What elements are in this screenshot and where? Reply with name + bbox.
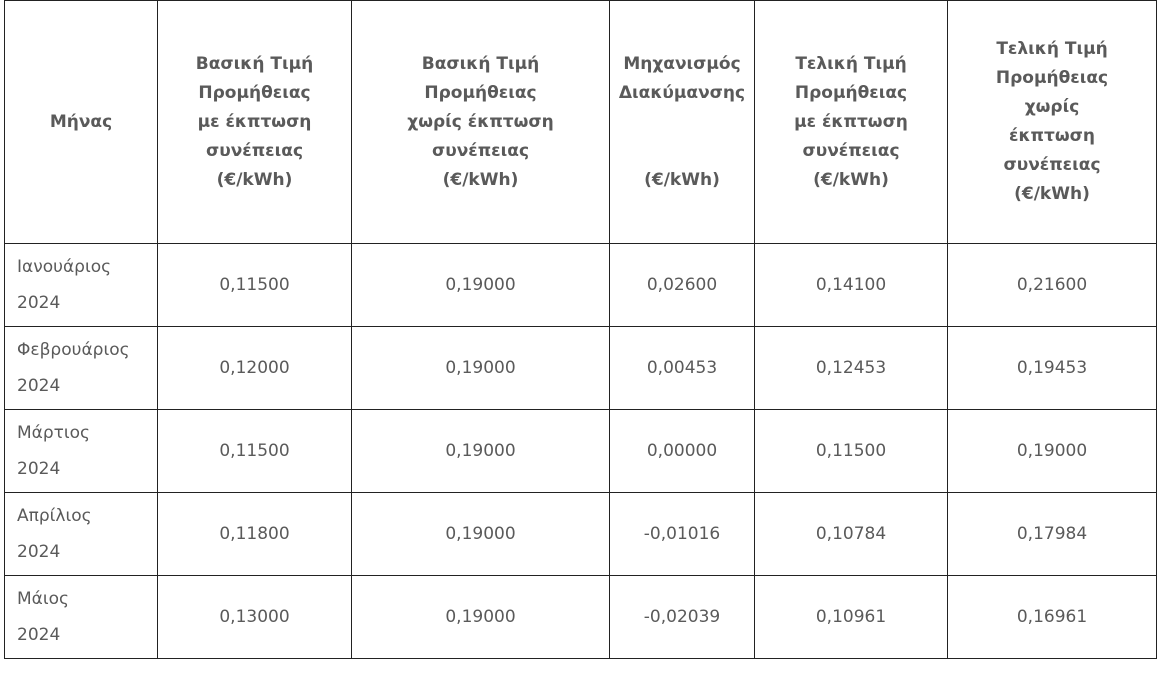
month-name: Απρίλιος [17,506,92,526]
header-unit: (€/kWh) [442,169,519,190]
final-without-discount-cell: 0,19000 [948,410,1157,493]
basic-without-discount-cell: 0,19000 [352,410,610,493]
basic-with-discount-cell: 0,12000 [158,327,352,410]
final-with-discount-cell: 0,12453 [755,327,948,410]
month-year: 2024 [17,376,61,396]
header-unit: (€/kWh) [1014,184,1090,204]
month-year: 2024 [17,625,61,645]
header-line: με έκπτωση [197,111,312,132]
header-line: Βασική Τιμή [421,53,540,74]
month-name: Ιανουάριος [17,257,112,277]
header-line: Προμήθειας [424,82,537,103]
header-final-without-discount [948,1,1157,244]
header-month [5,1,158,244]
month-cell [5,410,158,493]
basic-with-discount-cell: 0,13000 [158,576,352,659]
header-line: Τελική Τιμή [795,53,907,74]
month-name: Φεβρουάριος [17,340,130,360]
header-basic-without-discount [352,1,610,244]
header-unit: (€/kWh) [644,169,720,190]
basic-with-discount-cell: 0,11500 [158,410,352,493]
header-line: Προμήθειας [995,68,1109,88]
header-unit: (€/kWh) [216,169,293,190]
table-row [5,576,1157,659]
table-row [5,244,1157,327]
fluctuation-cell: -0,01016 [610,493,755,576]
final-without-discount-cell: 0,17984 [948,493,1157,576]
month-cell [5,576,158,659]
header-line: χωρίς [1024,97,1080,117]
final-with-discount-cell: 0,10784 [755,493,948,576]
header-line: Βασική Τιμή [195,53,314,74]
month-name: Μάρτιος [17,423,91,443]
header-basic-with-discount [158,1,352,244]
header-line: Μηχανισμός [623,53,741,74]
fluctuation-cell: 0,00000 [610,410,755,493]
header-fluctuation [610,1,755,244]
final-with-discount-cell: 0,10961 [755,576,948,659]
fluctuation-cell: 0,02600 [610,244,755,327]
header-line: έκπτωση [1009,126,1095,146]
header-line: συνέπειας [205,140,304,161]
final-with-discount-cell: 0,14100 [755,244,948,327]
fluctuation-cell: 0,00453 [610,327,755,410]
header-final-with-discount [755,1,948,244]
basic-without-discount-cell: 0,19000 [352,493,610,576]
basic-without-discount-cell: 0,19000 [352,244,610,327]
month-year: 2024 [17,542,61,562]
table-row [5,493,1157,576]
final-without-discount-cell: 0,21600 [948,244,1157,327]
month-cell [5,327,158,410]
table-row [5,410,1157,493]
month-cell [5,493,158,576]
header-line: Διακύμανσης [618,82,746,103]
final-with-discount-cell: 0,11500 [755,410,948,493]
header-line: Τελική Τιμή [996,39,1108,59]
header-spacer [616,108,748,137]
header-row [5,1,1157,244]
basic-without-discount-cell: 0,19000 [352,576,610,659]
header-line: συνέπειας [431,140,530,161]
table-row [5,327,1157,410]
header-line: με έκπτωση [794,111,908,132]
fluctuation-cell: -0,02039 [610,576,755,659]
header-line: συνέπειας [1003,155,1101,175]
basic-without-discount-cell: 0,19000 [352,327,610,410]
basic-with-discount-cell: 0,11500 [158,244,352,327]
header-month-label: Μήνας [49,111,113,132]
header-spacer [616,137,748,166]
month-year: 2024 [17,459,61,479]
header-line: Προμήθειας [794,82,908,103]
month-year: 2024 [17,293,61,313]
basic-with-discount-cell: 0,11800 [158,493,352,576]
month-name: Μάιος [17,589,70,609]
final-without-discount-cell: 0,19453 [948,327,1157,410]
month-cell [5,244,158,327]
final-without-discount-cell: 0,16961 [948,576,1157,659]
header-unit: (€/kWh) [813,169,889,190]
header-line: Προμήθειας [198,82,311,103]
price-table [4,0,1157,659]
header-line: συνέπειας [802,140,900,161]
header-line: χωρίς έκπτωση [407,111,554,132]
